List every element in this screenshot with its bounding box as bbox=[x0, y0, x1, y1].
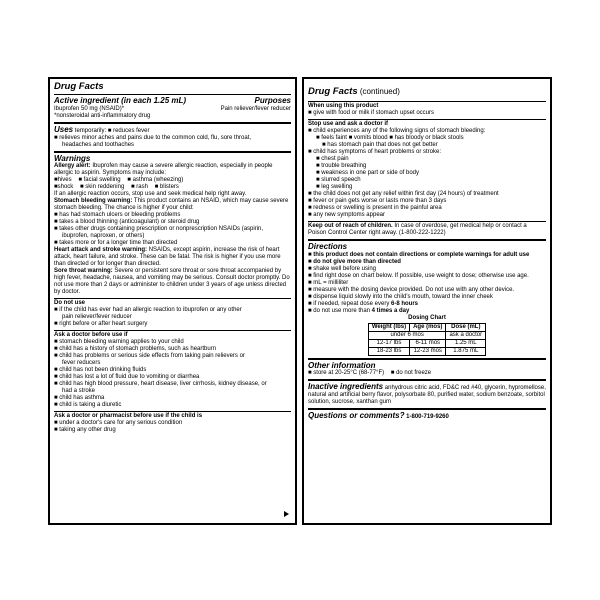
list-item: ■ taking any other drug bbox=[54, 427, 116, 433]
list-item: ■ slurred speech bbox=[316, 177, 361, 183]
allergy-symptoms-2 bbox=[54, 184, 291, 191]
drug-facts-panel-right bbox=[302, 77, 552, 525]
table-cell: 12-17 lbs bbox=[368, 339, 409, 347]
questions-section bbox=[308, 411, 546, 421]
table-cell: 18-23 lbs bbox=[368, 347, 409, 355]
purposes-heading: Purposes bbox=[254, 96, 291, 105]
list-item: ■ shake well before using bbox=[308, 265, 376, 272]
ingredient-purpose: Pain reliever/fever reducer bbox=[220, 105, 291, 112]
table-header-row bbox=[368, 323, 485, 331]
list-item: ■ under a doctor's care for any serious condition bbox=[54, 420, 183, 426]
questions-heading: Questions or comments? bbox=[308, 411, 405, 420]
heart-warning bbox=[54, 247, 291, 268]
uses-line-2: ■ relieves minor aches and pains due to the common cold, flu, sore throat, bbox=[54, 134, 252, 141]
list-item: ■ fever or pain gets worse or lasts more than 3 days bbox=[308, 198, 447, 204]
list-item: ibuprofen, naproxen, or others) bbox=[62, 233, 145, 239]
panel-title: Drug Facts bbox=[308, 86, 358, 97]
warnings-heading: Warnings bbox=[54, 153, 91, 163]
throat-lead: Sore throat warning: bbox=[54, 268, 113, 274]
stomach-warning bbox=[54, 198, 291, 212]
keep-text: In case of overdose, get medical help or contact a Poison Control Center right away. (1-800-222-1222) bbox=[308, 223, 527, 236]
list-item: ■ child has lost a lot of fluid due to vomiting or diarrhea bbox=[54, 374, 200, 380]
list-item: ■ mL = milliliter bbox=[308, 279, 349, 286]
table-cell: 12-23 mos bbox=[410, 347, 446, 355]
list-item: ■ has had stomach ulcers or bleeding problems bbox=[54, 212, 181, 218]
stop-use-heading: Stop use and ask a doctor if bbox=[308, 121, 389, 127]
symptom: ■ rash bbox=[130, 184, 148, 190]
questions-phone: 1-800-719-9260 bbox=[406, 414, 449, 420]
list-item: ■ takes more or for a longer time than directed bbox=[54, 240, 178, 246]
list-item: ■ child has problems or serious side effects from taking pain relievers or bbox=[54, 353, 245, 359]
ingredient-row bbox=[54, 106, 291, 113]
list-item: ■ find right dose on chart below. If possible, use weight to dose; otherwise use age. bbox=[308, 272, 529, 279]
list-item: ■ child has a history of stomach problems, such as heartburn bbox=[54, 346, 217, 352]
drug-facts-panel-left bbox=[48, 77, 297, 525]
list-item: ■ child has asthma bbox=[54, 395, 105, 401]
list-item: ■ child experiences any of the following signs of stomach bleeding: bbox=[308, 128, 486, 134]
dosing-chart-title: Dosing Chart bbox=[408, 314, 446, 321]
throat-text: Severe or persistent sore throat or sore throat accompanied by high fever, headache, nausea, and vomiting may be serious. Consult doctor promptly. Do not use more than 2 days or administer to children under 3 years of age unless directed by doctor. bbox=[54, 268, 290, 295]
column-header: Dose (mL) bbox=[446, 323, 486, 331]
list-item: ■ takes a blood thinning (anticoagulant) or steroid drug bbox=[54, 219, 200, 225]
max-dose bbox=[308, 308, 546, 315]
list-item: ■ leg swelling bbox=[316, 184, 353, 190]
heart-text: NSAIDs, except aspirin, increase the risk of heart attack, heart failure, and stroke. These can be fatal. The risk is higher if you use more than directed or for longer than directed. bbox=[54, 247, 281, 267]
list-item: had a stroke bbox=[62, 388, 96, 394]
max-dose-text: ■ do not use more than bbox=[308, 307, 372, 314]
list-item: ■ child is taking a diuretic bbox=[54, 402, 122, 408]
repeat-dose bbox=[308, 301, 546, 308]
footnote: *nonsteroidal anti-inflammatory drug bbox=[54, 112, 151, 119]
active-ingredient-heading: Active ingredient (in each 1.25 mL) bbox=[54, 96, 187, 105]
list-item: ■ stomach bleeding warning applies to your child bbox=[54, 339, 184, 345]
symptom: ■hives bbox=[54, 177, 72, 183]
table-row bbox=[368, 331, 485, 339]
table-cell: 1.875 mL bbox=[446, 347, 486, 355]
symptom: ■ blisters bbox=[154, 184, 179, 190]
repeat-dose-text: ■ if needed, repeat dose every bbox=[308, 300, 392, 307]
table-cell: under 6 mos bbox=[368, 331, 446, 339]
continued-label: (continued) bbox=[357, 87, 400, 96]
list-item: ■ has stomach pain that does not get better bbox=[322, 142, 438, 148]
allergy-alert bbox=[54, 163, 291, 177]
other-information-heading: Other information bbox=[308, 360, 376, 370]
column-header: Age (mos) bbox=[410, 323, 446, 331]
list-item: ■ redness or swelling is present in the painful area bbox=[308, 205, 442, 211]
table-cell: 6-11 mos bbox=[410, 339, 446, 347]
active-ingredient-header bbox=[54, 96, 291, 106]
table-cell: ask a doctor bbox=[446, 331, 486, 339]
max-dose-count: 4 times a day bbox=[371, 307, 410, 314]
inactive-ingredients bbox=[308, 382, 546, 406]
list-item: ■ child has high blood pressure, heart disease, liver cirrhosis, kidney disease, or bbox=[54, 381, 267, 387]
symptom: ■ asthma (wheezing) bbox=[127, 177, 184, 183]
panel-title-continued bbox=[308, 81, 546, 99]
list-item: ■ child has symptoms of heart problems or stroke: bbox=[308, 149, 442, 155]
list-item: ■ do not give more than directed bbox=[308, 258, 401, 265]
list-item: pain reliever/fever reducer bbox=[62, 314, 132, 320]
list-item: ■ takes other drugs containing prescription or nonprescription NSAIDs (aspirin, bbox=[54, 226, 264, 232]
ask-pharmacist-heading: Ask a doctor or pharmacist before use if the child is bbox=[54, 413, 203, 419]
dosing-chart bbox=[368, 323, 486, 356]
uses-line-3: headaches and toothaches bbox=[62, 141, 135, 148]
directions-heading: Directions bbox=[308, 242, 348, 251]
panel-title: Drug Facts bbox=[54, 81, 104, 92]
list-item: ■ right before or after heart surgery bbox=[54, 321, 148, 327]
uses-heading: Uses bbox=[54, 124, 74, 134]
list-item: ■ feels faint ■ vomits blood ■ has bloody or black stools bbox=[316, 135, 464, 141]
repeat-dose-interval: 6-8 hours bbox=[391, 300, 419, 307]
list-item: ■ child has not been drinking fluids bbox=[54, 367, 147, 373]
list-item: ■ chest pain bbox=[316, 156, 349, 162]
list-item: ■ give with food or milk if stomach upset occurs bbox=[308, 110, 435, 116]
column-header: Weight (lbs) bbox=[368, 323, 409, 331]
continue-arrow-icon bbox=[284, 511, 289, 517]
allergy-symptoms-1 bbox=[54, 177, 291, 184]
inactive-ingredients-heading: Inactive ingredients bbox=[308, 382, 384, 391]
keep-out-of-reach bbox=[308, 223, 546, 237]
symptom: ■shock bbox=[54, 184, 74, 190]
table-cell: 1.25 mL bbox=[446, 339, 486, 347]
list-item: ■ do not freeze bbox=[390, 370, 432, 376]
when-using-heading: When using this product bbox=[308, 103, 379, 109]
list-item: ■ weakness in one part or side of body bbox=[316, 170, 420, 176]
symptom: ■ skin reddening bbox=[79, 184, 125, 190]
allergy-after: If an allergic reaction occurs, stop use and seek medical help right away. bbox=[54, 191, 247, 197]
list-item: ■ dispense liquid slowly into the child's mouth, toward the inner cheek bbox=[308, 293, 493, 300]
list-item: ■ if the child has ever had an allergic reaction to ibuprofen or any other bbox=[54, 307, 242, 313]
uses-section bbox=[54, 125, 291, 135]
ask-doctor-heading: Ask a doctor before use if bbox=[54, 332, 128, 338]
list-item: ■ measure with the dosing device provided. Do not use with any other device. bbox=[308, 286, 515, 293]
table-row bbox=[368, 347, 485, 355]
list-item: ■ store at 20-25°C (68-77°F) bbox=[308, 370, 385, 376]
stomach-lead: Stomach bleeding warning: bbox=[54, 198, 133, 204]
symptom: ■ facial swelling bbox=[78, 177, 121, 183]
uses-line-1: temporarily: ■ reduces fever bbox=[74, 127, 150, 134]
list-item: ■ the child does not get any relief within first day (24 hours) of treatment bbox=[308, 191, 499, 197]
inactive-ingredients-text: anhydrous citric acid, FD&C red #40, glycerin, hypromellose, natural and artificial berry flavor, polysorbate 80, purified water, sodium benzoate, sorbitol solution, sucrose, xanthan gum bbox=[308, 385, 546, 405]
allergy-lead: Allergy alert: bbox=[54, 163, 91, 169]
list-item: ■ trouble breathing bbox=[316, 163, 367, 169]
stomach-text: This product contains an NSAID, which may cause severe stomach bleeding. The chance is higher if your child: bbox=[54, 198, 289, 211]
heart-lead: Heart attack and stroke warning: bbox=[54, 247, 148, 253]
list-item: ■ any new symptoms appear bbox=[308, 212, 385, 218]
table-row bbox=[368, 339, 485, 347]
keep-lead: Keep out of reach of children. bbox=[308, 223, 393, 229]
allergy-text: Ibuprofen may cause a severe allergic reaction, especially in people allergic to aspirin. Symptoms may include: bbox=[54, 163, 273, 176]
sore-throat-warning bbox=[54, 268, 291, 296]
other-information-items bbox=[308, 370, 546, 377]
ingredient-name: Ibuprofen 50 mg (NSAID)* bbox=[54, 105, 125, 112]
list-item: fever reducers bbox=[62, 360, 101, 366]
do-not-use-heading: Do not use bbox=[54, 300, 85, 306]
list-item: ■ this product does not contain directions or complete warnings for adult use bbox=[308, 251, 530, 258]
